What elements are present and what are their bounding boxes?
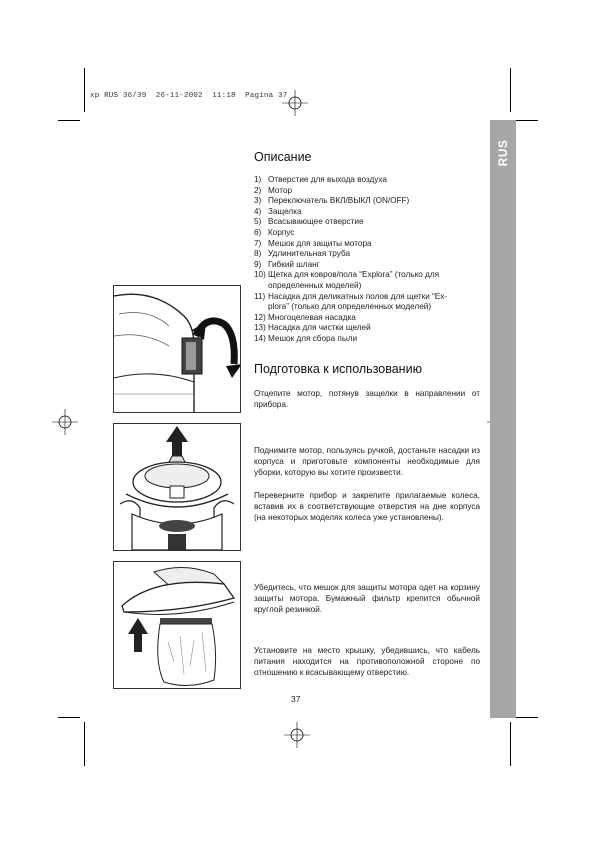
vacuum-latch-drawing xyxy=(114,286,240,412)
parts-list-text: Корпус xyxy=(268,227,295,237)
parts-list-number: 9) xyxy=(254,259,262,269)
instruction-paragraph-3: Переверните прибор и закрепите прилагаемые колеса, вставив их в соответствующие отверстия на дне корпуса (на некоторых моделях колеса уже установлены). xyxy=(254,491,480,522)
parts-list-number: 10) xyxy=(254,270,266,280)
parts-list-text: Щетка для ковров/пола “Explora” (только для xyxy=(268,270,440,280)
language-tab-label: RUS xyxy=(496,139,510,167)
crop-mark xyxy=(510,722,511,766)
parts-list-item xyxy=(254,186,484,197)
parts-list-item xyxy=(254,260,484,271)
crop-mark xyxy=(516,717,538,718)
vacuum-lift-drawing xyxy=(114,424,240,550)
parts-list-text: Мешок для сбора пыли xyxy=(268,333,358,343)
parts-list-number: 5) xyxy=(254,217,262,227)
parts-list-item xyxy=(254,217,484,228)
parts-list-number: 3) xyxy=(254,196,262,206)
language-side-tab xyxy=(490,120,516,718)
parts-list-text: Насадка для деликатных полов для щетки “Ex- xyxy=(268,291,448,301)
parts-list-item xyxy=(254,175,484,186)
parts-list-text: Всасывающее отверстие xyxy=(268,217,364,227)
crop-mark xyxy=(58,717,80,718)
instruction-paragraph-5: Установите на место крышку, убедившись, что кабель питания находится на противоположной стороне по отношению к всасывающему отверстию. xyxy=(254,646,480,677)
parts-list-item xyxy=(254,334,484,345)
parts-list-number: 14) xyxy=(254,333,266,343)
parts-list-number: 7) xyxy=(254,238,262,248)
parts-list-item xyxy=(254,313,484,324)
parts-list-text: Переключатель ВКЛ/ВЫКЛ (ON/OFF) xyxy=(268,196,410,206)
parts-list-item xyxy=(254,292,484,313)
registration-mark-top xyxy=(280,88,310,118)
parts-list-text: Мотор xyxy=(268,185,293,195)
illustration-latch xyxy=(113,285,241,413)
parts-list-number: 1) xyxy=(254,175,262,184)
crop-mark xyxy=(510,68,511,112)
parts-list-item xyxy=(254,270,484,291)
instruction-paragraph-4: Убедитесь, что мешок для защиты мотора одет на корзину защиты мотора. Бумажный фильтр крепится обычной круглой резинкой. xyxy=(254,583,480,614)
section-title-preparation: Подготовка к использованию xyxy=(254,362,422,376)
page-number: 37 xyxy=(291,694,301,704)
parts-list-number: 2) xyxy=(254,185,262,195)
parts-list-text: Защелка xyxy=(268,206,302,216)
parts-list-text: Удлинительная труба xyxy=(268,249,351,259)
instruction-paragraph-1: Отцепите мотор, потянув защелки в направлении от прибора. xyxy=(254,389,480,409)
parts-list-item xyxy=(254,196,484,207)
parts-list-text: Мешок для защиты мотора xyxy=(268,238,372,248)
parts-list-number: 11) xyxy=(254,291,266,301)
parts-list-item xyxy=(254,239,484,250)
registration-mark-left xyxy=(50,407,80,437)
parts-list-item xyxy=(254,207,484,218)
parts-list xyxy=(254,175,484,345)
parts-list-number: 4) xyxy=(254,206,262,216)
parts-list-text: Многоцелевая насадка xyxy=(268,312,356,322)
parts-list-item xyxy=(254,323,484,334)
section-title-description: Описание xyxy=(254,150,312,164)
parts-list-text: Гибкий шланг xyxy=(268,259,320,269)
parts-list-number: 13) xyxy=(254,323,266,333)
parts-list-text: Насадка для чистки щелей xyxy=(268,323,371,333)
illustration-motor-bag xyxy=(113,561,241,689)
parts-list-item xyxy=(254,249,484,260)
parts-list-continuation: plora” (только для определенных моделей) xyxy=(268,302,432,312)
illustration-lift-motor xyxy=(113,423,241,551)
print-header: xp RUS 36/39 26-11-2002 11:18 Pagina 37 xyxy=(90,92,288,100)
motor-bag-drawing xyxy=(114,562,240,688)
crop-mark xyxy=(516,120,538,121)
crop-mark xyxy=(84,68,85,112)
instruction-paragraph-2: Поднимите мотор, пользуясь ручкой, достаньте насадки из корпуса и приготовьте компоненты необходимые для уборки, которую вы хотите произвести. xyxy=(254,446,480,477)
parts-list-number: 6) xyxy=(254,227,262,237)
parts-list-item xyxy=(254,228,484,239)
parts-list-number: 12) xyxy=(254,312,266,322)
parts-list-text: Отверстие для выхода воздуха xyxy=(268,175,387,184)
registration-mark-bottom xyxy=(282,720,312,750)
parts-list-continuation: определенных моделей) xyxy=(268,280,362,290)
parts-list-number: 8) xyxy=(254,249,262,259)
crop-mark xyxy=(84,722,85,766)
crop-mark xyxy=(58,120,80,121)
